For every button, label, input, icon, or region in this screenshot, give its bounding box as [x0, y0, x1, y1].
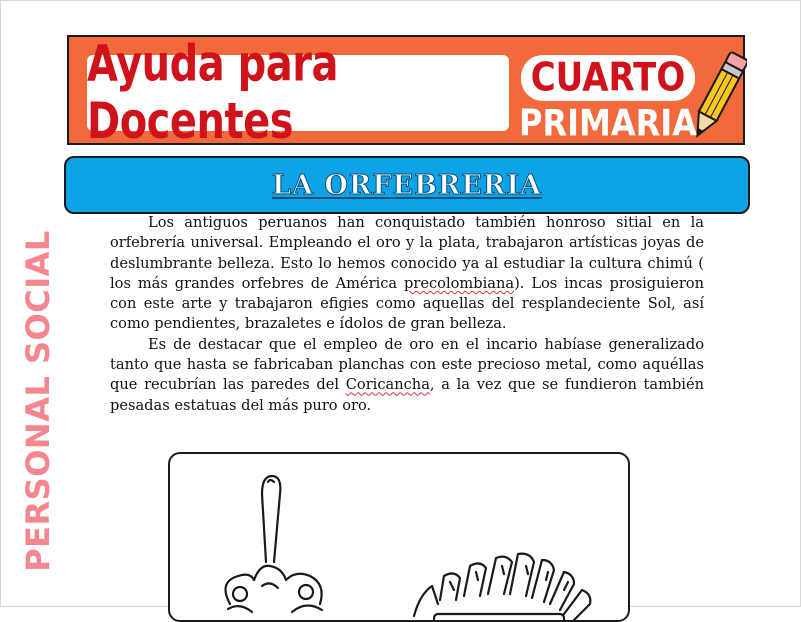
spellcheck-word-coricancha: Coricancha	[345, 376, 430, 394]
paragraph-1-part-a: Los antiguos peruanos han conquistado también honroso sitial en la orfebrería universal. Empleando el oro y la plata, trabajaron artísticas joyas de deslumbrante belleza. Esto lo hemos conocido ya al estudiar la cultura chimú ( los más grandes orfebres de América	[110, 214, 704, 292]
lesson-title-bar	[64, 156, 750, 214]
pencil-icon	[691, 45, 747, 145]
spellcheck-word-precolombiana: precolombiana	[404, 274, 515, 292]
paragraph-1	[110, 213, 704, 335]
paragraph-2-part-c: , a la vez que se fundieron también pesadas estatuas del más puro oro.	[110, 376, 704, 414]
banner-inner	[75, 35, 737, 151]
subject-side-label	[18, 230, 58, 572]
grade-line-2: PRIMARIA	[519, 101, 697, 145]
banner-title-box	[87, 35, 509, 151]
lesson-title: LA ORFEBRERIA	[272, 169, 542, 201]
subject-side-label-text: PERSONAL SOCIAL	[19, 230, 57, 572]
paragraph-1-part-c: ). Los incas prosiguieron con este arte y trabajaron efigies como aquellas del resplandeciente Sol, así como pendientes, brazaletes e ídolos de gran belleza.	[110, 274, 704, 333]
grade-badge	[521, 55, 695, 101]
header-banner	[67, 35, 745, 151]
goldwork-illustration	[170, 454, 630, 622]
illustration-frame	[168, 452, 630, 622]
body-text	[110, 213, 704, 416]
paragraph-2-part-a: Es de destacar que el empleo de oro en el incario habíase generalizado tanto que hasta se fabricaban planchas con este precioso metal, como aquéllas que recubrían las paredes del	[110, 335, 704, 394]
paragraph-2	[110, 335, 704, 416]
banner-title: Ayuda para Docentes	[87, 35, 338, 151]
grade-line-1: CUARTO	[530, 55, 686, 101]
